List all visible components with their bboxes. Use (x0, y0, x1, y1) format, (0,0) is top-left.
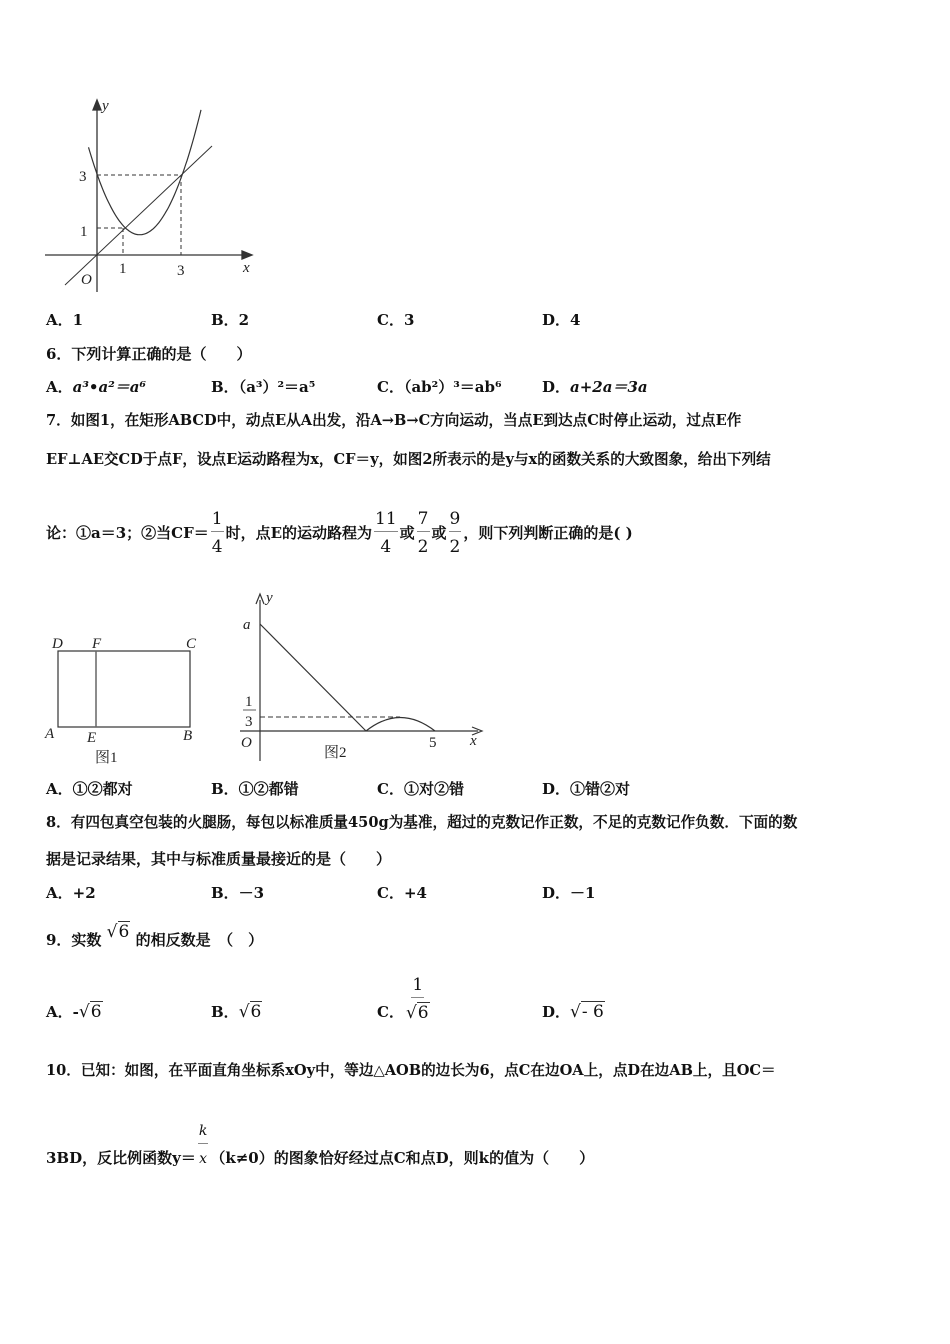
q6-option-c[interactable] (377, 377, 502, 397)
q9-stem (46, 922, 264, 950)
x-axis-arrow (242, 251, 252, 259)
graph-arc (366, 718, 435, 732)
numerator: 9 (449, 510, 462, 532)
q8-option-d[interactable]: D．－1 (542, 884, 596, 902)
q5-option-c[interactable]: C．3 (377, 311, 415, 329)
fraction (449, 510, 462, 556)
option-label: D． (542, 378, 571, 396)
q7-option-c[interactable]: C．①对②错 (377, 780, 464, 798)
tick-frac-numerator: 1 (245, 694, 253, 710)
sqrt-expr: √6 (78, 1002, 102, 1022)
option-label: C． (377, 378, 404, 396)
option-expr: a+2a＝3a (570, 378, 648, 396)
q7-stem-line3 (46, 510, 633, 556)
q7-option-d[interactable]: D．①错②对 (542, 780, 631, 798)
radicand: 6 (118, 922, 130, 942)
q8-option-b[interactable]: B．－3 (211, 884, 265, 902)
axis-label-x: x (470, 733, 477, 749)
q8-stem-line2: 据是记录结果，其中与标准质量最接近的是（ ） (46, 850, 392, 868)
q9-text: 的相反数是 （ ） (135, 931, 264, 949)
sqrt-expr: √6 (106, 922, 130, 942)
sqrt-expr: √- 6 (570, 1002, 604, 1022)
q6-option-d[interactable] (542, 377, 648, 397)
value-label-a: a (243, 617, 251, 633)
q10-text: （k≠0）的图象恰好经过点C和点D，则k的值为（ ） (210, 1149, 595, 1167)
q5-option-b[interactable]: B．2 (211, 311, 250, 329)
tick-label: 1 (119, 261, 127, 277)
y-axis-arrow (93, 100, 101, 110)
tick-label: 3 (177, 263, 185, 279)
option-label: A． (46, 1003, 73, 1021)
option-label: A． (46, 378, 73, 396)
q6-stem: 6．下列计算正确的是（ ） (46, 345, 252, 363)
q7-text: 论：①a＝3；②当CF＝ (46, 524, 209, 542)
rectangle-abcd (58, 651, 190, 727)
q6-option-a[interactable] (46, 377, 146, 397)
q8-stem-line1: 8．有四包真空包装的火腿肠，每包以标准质量450g为基准，超过的克数记作正数，不足的克数记作负数．下面的数 (46, 814, 798, 831)
origin-label: O (241, 735, 252, 751)
q6-option-b[interactable] (211, 377, 315, 397)
fraction (406, 976, 430, 1022)
sqrt-expr: √6 (238, 1002, 262, 1022)
numerator: 7 (417, 510, 430, 532)
fraction (417, 510, 430, 556)
option-label: C． (377, 1003, 404, 1021)
q7-figures (0, 580, 500, 770)
radicand: 6 (417, 1003, 429, 1023)
option-expr: （a³）²＝a⁵ (238, 378, 316, 396)
q5-function-graph (0, 0, 300, 310)
radicand: 6 (90, 1002, 102, 1022)
option-label: D． (542, 1003, 571, 1021)
tick-label: 1 (80, 224, 88, 240)
q9-option-a[interactable] (46, 1002, 103, 1022)
q7-option-b[interactable]: B．①②都错 (211, 780, 299, 798)
radicand: - 6 (581, 1002, 604, 1022)
q7-text: 或 (431, 524, 447, 542)
fraction (198, 1122, 208, 1168)
origin-label: O (81, 272, 92, 288)
q9-text: 9．实数 (46, 931, 102, 949)
graph-segment (260, 624, 366, 731)
point-label: A (45, 726, 55, 742)
numerator: 1 (411, 976, 424, 998)
q7-text: 时，点E的运动路程为 (225, 524, 373, 542)
figure-caption: 图2 (324, 745, 347, 761)
q7-text: ，则下列判断正确的是( ) (463, 524, 633, 542)
numerator: 1 (211, 510, 224, 532)
axis-label-y: y (266, 590, 273, 606)
q9-option-c[interactable] (377, 976, 432, 1022)
denominator: 4 (211, 537, 223, 557)
axis-label-x: x (243, 260, 250, 276)
minus-sign: - (72, 1003, 79, 1021)
q5-option-a[interactable]: A．1 (46, 311, 84, 329)
tick-label: 3 (79, 169, 87, 185)
option-label: B． (211, 378, 239, 396)
line-y-equals-x (65, 146, 212, 285)
radicand: 6 (250, 1002, 262, 1022)
q7-stem-line2: EF⊥AE交CD于点F，设点E运动路程为x，CF＝y，如图2所表示的是y与x的函数关系的大致图象，给出下列结 (46, 451, 771, 468)
q5-option-d[interactable]: D．4 (542, 311, 581, 329)
fraction (374, 510, 398, 556)
tick-frac-denominator: 3 (245, 714, 253, 730)
q10-stem-line2 (46, 1122, 594, 1168)
denominator: 2 (449, 537, 461, 557)
point-label: C (186, 636, 197, 652)
denominator: 4 (380, 537, 392, 557)
q8-option-a[interactable]: A．+2 (46, 884, 96, 902)
q7-text: 或 (399, 524, 415, 542)
denominator: 2 (417, 537, 429, 557)
point-label: D (52, 636, 63, 652)
q7-stem-line1: 7．如图1，在矩形ABCD中，动点E从A出发，沿A→B→C方向运动，当点E到达点C时停止运动，过点E作 (46, 412, 742, 429)
point-label: E (87, 730, 97, 746)
denominator: x (199, 1151, 208, 1167)
option-expr: （ab²）³＝ab⁶ (403, 378, 502, 396)
option-label: B． (211, 1003, 239, 1021)
numerator: k (198, 1122, 208, 1144)
q9-option-b[interactable] (211, 1002, 262, 1022)
option-expr: a³•a²＝a⁶ (72, 378, 147, 396)
tick-label: 5 (429, 735, 437, 751)
point-label: F (92, 636, 102, 652)
numerator: 11 (374, 510, 398, 532)
sqrt-expr: √6 (405, 1003, 429, 1023)
figure-caption: 图1 (95, 750, 118, 766)
point-label: B (183, 728, 193, 744)
q10-text: 3BD，反比例函数y＝ (46, 1149, 196, 1167)
fraction (211, 510, 224, 556)
q10-stem-line1: 10．已知：如图，在平面直角坐标系xOy中，等边△AOB的边长为6，点C在边OA上，点D在边AB上，且OC＝ (46, 1062, 776, 1079)
q8-option-c[interactable]: C．+4 (377, 884, 427, 902)
q9-option-d[interactable] (542, 1002, 605, 1022)
axis-label-y: y (102, 98, 109, 114)
q7-option-a[interactable]: A．①②都对 (46, 780, 133, 798)
